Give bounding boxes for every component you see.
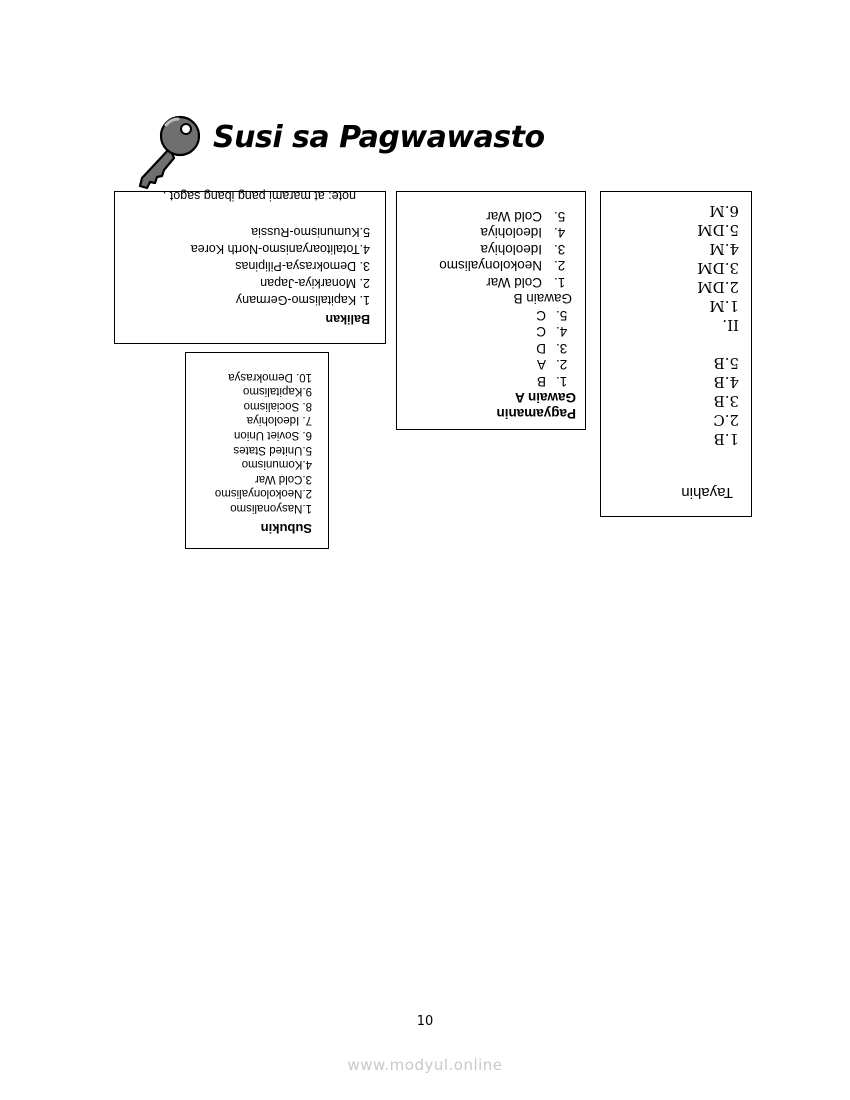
list-item: 4.M bbox=[709, 240, 739, 258]
gawain-b-answers bbox=[397, 208, 576, 291]
balikan-note: note: at marami pang ibang sagot . bbox=[162, 189, 356, 203]
list-item: 2. Monarkiya-Japan bbox=[260, 276, 370, 290]
list-item: 4.Komunismo bbox=[241, 458, 312, 471]
list-item: 3.DM bbox=[697, 259, 739, 277]
list-item: 6. Soviet Union bbox=[234, 429, 312, 442]
list-item: 5.Cold War bbox=[486, 209, 566, 224]
list-item: 10. Demokrasya bbox=[228, 370, 312, 383]
key-icon bbox=[136, 112, 200, 190]
list-item: 2.A bbox=[536, 357, 568, 373]
list-item: 1.Nasyonalismo bbox=[230, 502, 312, 514]
list-item: 3.Cold War bbox=[254, 472, 312, 485]
list-item: 8. Socialismo bbox=[243, 399, 312, 412]
list-item: 5.B bbox=[713, 354, 739, 372]
list-item: 2.Neokolonyalismo bbox=[214, 487, 312, 500]
list-item: 1. Kapitalismo-Germany bbox=[235, 293, 370, 307]
gawain-a-answers bbox=[397, 307, 576, 390]
list-item: 3.B bbox=[713, 392, 739, 410]
page-number: 10 bbox=[416, 1014, 434, 1029]
list-item: 4.B bbox=[713, 373, 739, 391]
balikan-answer-box bbox=[114, 191, 386, 344]
list-item: 3. Demokrasya-Pilipinas bbox=[235, 259, 370, 273]
list-item: 2.DM bbox=[697, 278, 739, 296]
tayahin-answer-box bbox=[600, 191, 752, 517]
subukin-answer-box bbox=[185, 352, 329, 549]
list-item: 2.Neokolonyalismo bbox=[439, 258, 566, 274]
list-item: 7. Ideolohiya bbox=[246, 414, 312, 427]
list-item: 4.Ideolohiya bbox=[480, 225, 566, 241]
list-item: 5.DM bbox=[697, 221, 739, 239]
list-item: 5.C bbox=[536, 308, 568, 323]
balikan-answers bbox=[115, 223, 370, 308]
list-item: 4.C bbox=[536, 324, 568, 340]
list-item: 1.Cold War bbox=[486, 275, 566, 290]
gawain-a-label: Gawain A bbox=[514, 390, 576, 405]
list-item: 3.D bbox=[536, 341, 568, 356]
list-item: 2.C bbox=[713, 411, 739, 429]
tayahin-answers bbox=[601, 201, 739, 448]
tayahin-heading: Tayahin bbox=[681, 484, 733, 501]
list-item: 6.M bbox=[709, 202, 739, 220]
tayahin-part2-label: II. bbox=[722, 316, 739, 334]
list-item: 1.M bbox=[709, 297, 739, 315]
balikan-heading: Balikan bbox=[325, 312, 370, 326]
subukin-answers bbox=[186, 369, 312, 515]
list-item: 5.Kumunismo-Russia bbox=[251, 225, 370, 239]
list-item: 1.B bbox=[536, 374, 568, 389]
watermark: www.modyul.online bbox=[347, 1056, 503, 1074]
list-item: 1.B bbox=[713, 430, 739, 448]
pagyamanin-heading: Pagyamanin bbox=[496, 406, 576, 421]
list-item: 9.Kapitalismo bbox=[242, 385, 312, 398]
list-item: 3.Ideolohiya bbox=[480, 242, 566, 257]
page-title: Susi sa Pagwawasto bbox=[213, 120, 545, 155]
subukin-heading: Subukin bbox=[260, 521, 312, 536]
list-item: 5.United States bbox=[233, 443, 312, 456]
pagyamanin-answer-box bbox=[396, 191, 586, 430]
gawain-b-label: Gawain B bbox=[513, 291, 572, 307]
list-item: 4.Totalitoaryanismo-North Korea bbox=[190, 242, 370, 256]
